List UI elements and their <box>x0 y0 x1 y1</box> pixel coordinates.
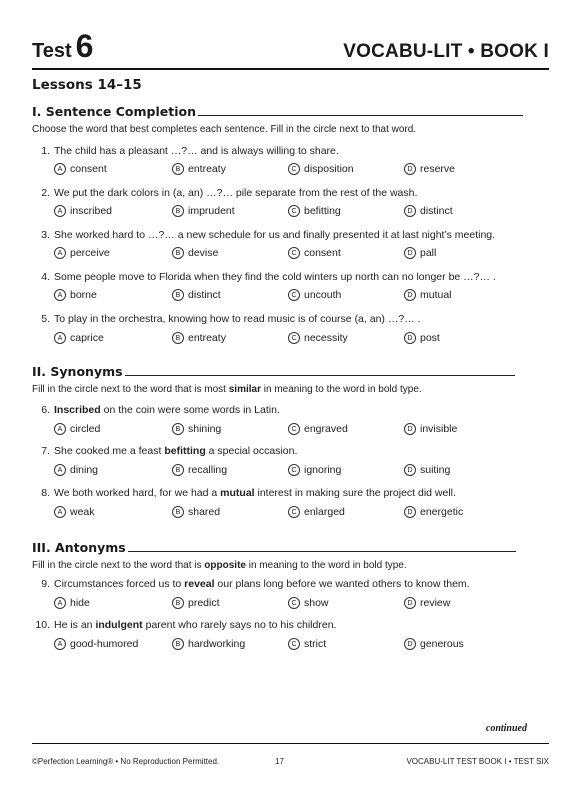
question-3: 3. She worked hard to …?… a new schedule for us and finally presented it at last night’s meeting. <box>41 229 496 241</box>
question-4: 4. Some people move to Florida when they find the cold winters up north can no longer be …?… . <box>41 271 496 283</box>
answer-bubble-icon[interactable]: C <box>288 332 300 344</box>
answer-option[interactable]: C strict <box>288 638 326 650</box>
answer-option[interactable]: C engraved <box>288 423 348 435</box>
answer-bubble-icon[interactable]: B <box>172 506 184 518</box>
answer-option[interactable]: B predict <box>172 597 220 609</box>
answer-bubble-icon[interactable]: A <box>54 506 66 518</box>
section-title-synonyms: II. Synonyms <box>32 364 515 379</box>
answer-bubble-icon[interactable]: D <box>404 247 416 259</box>
answer-option[interactable]: D generous <box>404 638 464 650</box>
answer-option[interactable]: C necessity <box>288 332 348 344</box>
answer-bubble-icon[interactable]: D <box>404 597 416 609</box>
answer-bubble-icon[interactable]: D <box>404 332 416 344</box>
answer-bubble-icon[interactable]: C <box>288 506 300 518</box>
answer-bubble-icon[interactable]: B <box>172 423 184 435</box>
answer-bubble-icon[interactable]: B <box>172 247 184 259</box>
answer-option[interactable]: D invisible <box>404 423 457 435</box>
answer-bubble-icon[interactable]: B <box>172 332 184 344</box>
answer-bubble-icon[interactable]: A <box>54 464 66 476</box>
answer-option[interactable]: A caprice <box>54 332 104 344</box>
test-word: Test <box>32 40 72 62</box>
question-9: 9. Circumstances forced us to reveal our plans long before we wanted others to know them. <box>41 578 470 590</box>
answer-bubble-icon[interactable]: C <box>288 163 300 175</box>
answer-bubble-icon[interactable]: A <box>54 638 66 650</box>
answer-option[interactable]: D review <box>404 597 450 609</box>
answer-option[interactable]: B hardworking <box>172 638 245 650</box>
answer-bubble-icon[interactable]: C <box>288 289 300 301</box>
answer-option[interactable]: B shining <box>172 423 221 435</box>
answer-option[interactable]: D pall <box>404 247 436 259</box>
answer-bubble-icon[interactable]: B <box>172 163 184 175</box>
answer-option[interactable]: C enlarged <box>288 506 345 518</box>
answer-bubble-icon[interactable]: C <box>288 205 300 217</box>
section-title-sentence-completion: I. Sentence Completion <box>32 104 523 119</box>
answer-bubble-icon[interactable]: B <box>172 289 184 301</box>
section-rule <box>198 114 523 116</box>
answer-bubble-icon[interactable]: B <box>172 464 184 476</box>
answer-option[interactable]: A borne <box>54 289 97 301</box>
question-6: 6. Inscribed on the coin were some words in Latin. <box>41 404 280 416</box>
answer-option[interactable]: B recalling <box>172 464 227 476</box>
page-number: 17 <box>275 757 284 766</box>
answer-bubble-icon[interactable]: D <box>404 423 416 435</box>
answer-option[interactable]: D distinct <box>404 205 453 217</box>
page-header <box>32 28 549 70</box>
answer-option[interactable]: D suiting <box>404 464 450 476</box>
answer-bubble-icon[interactable]: A <box>54 205 66 217</box>
lessons-heading: Lessons 14–15 <box>32 77 142 93</box>
question-10: 10. He is an indulgent parent who rarely says no to his children. <box>35 619 337 631</box>
answer-option[interactable]: B devise <box>172 247 218 259</box>
answer-option[interactable]: B entreaty <box>172 163 226 175</box>
answer-bubble-icon[interactable]: D <box>404 289 416 301</box>
answer-bubble-icon[interactable]: D <box>404 638 416 650</box>
answer-bubble-icon[interactable]: D <box>404 163 416 175</box>
answer-option[interactable]: C uncouth <box>288 289 341 301</box>
answer-bubble-icon[interactable]: A <box>54 289 66 301</box>
section-instruction: Fill in the circle next to the word that is opposite in meaning to the word in bold type. <box>32 560 407 571</box>
question-2: 2. We put the dark colors in (a, an) …?… pile separate from the rest of the wash. <box>41 187 418 199</box>
answer-bubble-icon[interactable]: D <box>404 205 416 217</box>
answer-bubble-icon[interactable]: C <box>288 464 300 476</box>
answer-bubble-icon[interactable]: A <box>54 423 66 435</box>
answer-option[interactable]: A perceive <box>54 247 110 259</box>
answer-option[interactable]: D mutual <box>404 289 452 301</box>
answer-option[interactable]: A good-humored <box>54 638 138 650</box>
answer-bubble-icon[interactable]: C <box>288 247 300 259</box>
section-instruction: Choose the word that best completes each sentence. Fill in the circle next to that word. <box>32 124 417 135</box>
answer-option[interactable]: B entreaty <box>172 332 226 344</box>
answer-option[interactable]: B shared <box>172 506 220 518</box>
answer-bubble-icon[interactable]: A <box>54 247 66 259</box>
answer-option[interactable]: D reserve <box>404 163 455 175</box>
answer-option[interactable]: A dining <box>54 464 98 476</box>
answer-option[interactable]: C disposition <box>288 163 354 175</box>
answer-option[interactable]: B distinct <box>172 289 221 301</box>
section-instruction: Fill in the circle next to the word that is most similar in meaning to the word in bold type. <box>32 384 422 395</box>
answer-bubble-icon[interactable]: C <box>288 638 300 650</box>
question-7: 7. She cooked me a feast befitting a special occasion. <box>41 445 298 457</box>
section-rule <box>125 374 515 376</box>
answer-option[interactable]: C befitting <box>288 205 341 217</box>
answer-bubble-icon[interactable]: A <box>54 332 66 344</box>
question-1: 1. The child has a pleasant …?… and is always willing to share. <box>41 145 339 157</box>
answer-option[interactable]: A consent <box>54 163 107 175</box>
answer-option[interactable]: D post <box>404 332 440 344</box>
answer-option[interactable]: D energetic <box>404 506 463 518</box>
answer-option[interactable]: C ignoring <box>288 464 341 476</box>
answer-bubble-icon[interactable]: B <box>172 597 184 609</box>
answer-option[interactable]: A inscribed <box>54 205 112 217</box>
copyright-notice: ©Perfection Learning® • No Reproduction Permitted. <box>32 757 220 766</box>
footer-test-name: VOCABU-LIT TEST BOOK I • TEST SIX <box>406 757 549 766</box>
answer-bubble-icon[interactable]: B <box>172 638 184 650</box>
continued-note: continued <box>485 723 527 734</box>
answer-option[interactable]: C show <box>288 597 329 609</box>
test-title <box>32 28 93 65</box>
answer-bubble-icon[interactable]: C <box>288 423 300 435</box>
answer-option[interactable]: A weak <box>54 506 95 518</box>
answer-option[interactable]: B imprudent <box>172 205 235 217</box>
page-footer <box>32 743 549 774</box>
question-8: 8. We both worked hard, for we had a mutual interest in making sure the project did well. <box>41 487 456 499</box>
answer-bubble-icon[interactable]: A <box>54 163 66 175</box>
test-number: 6 <box>75 28 94 64</box>
answer-option[interactable]: A circled <box>54 423 100 435</box>
section-rule <box>128 550 516 552</box>
question-5: 5. To play in the orchestra, knowing how to read music is of course (a, an) …?… . <box>41 313 421 325</box>
book-title: VOCABU-LIT • BOOK I <box>343 41 549 62</box>
answer-bubble-icon[interactable]: B <box>172 205 184 217</box>
answer-option[interactable]: A hide <box>54 597 90 609</box>
answer-bubble-icon[interactable]: C <box>288 597 300 609</box>
answer-bubble-icon[interactable]: A <box>54 597 66 609</box>
answer-bubble-icon[interactable]: D <box>404 464 416 476</box>
answer-bubble-icon[interactable]: D <box>404 506 416 518</box>
answer-option[interactable]: C consent <box>288 247 341 259</box>
section-title-antonyms: III. Antonyms <box>32 540 516 555</box>
